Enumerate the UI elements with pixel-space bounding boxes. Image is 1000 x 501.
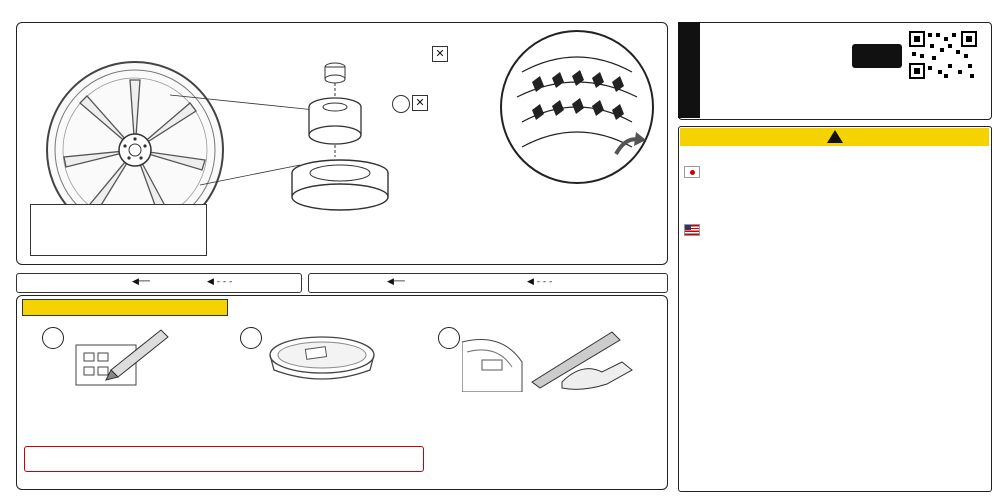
flag-jp [684, 166, 700, 178]
rotation-arrow-icon [612, 130, 648, 160]
legend-jp [16, 273, 302, 293]
legend-glue-arrow: ◀── [132, 277, 150, 287]
legend-glue-arrow: ◀── [387, 277, 405, 287]
caution-panel [678, 126, 992, 492]
step-number-1 [42, 327, 64, 349]
caution-header [680, 128, 989, 146]
step-number-2 [240, 327, 262, 349]
spray-warning-box [24, 446, 424, 472]
warning-icon [827, 130, 843, 143]
contact-side-label [678, 22, 700, 118]
flag-us [684, 224, 700, 236]
exploded-view-illustration [290, 45, 420, 215]
cut-decal-illustration [66, 325, 176, 390]
no-glue-icon: ✕ [412, 95, 428, 111]
apply-decal-illustration [462, 322, 652, 392]
legend-noglue-arrow: ◀ - - - [207, 277, 233, 287]
no-glue-icon: ✕ [432, 46, 448, 62]
legend-en [308, 273, 668, 293]
part-number-badge [392, 95, 410, 113]
qr-code[interactable] [908, 30, 978, 80]
water-dish-illustration [262, 330, 382, 390]
decal-heading [22, 299, 228, 316]
step-number-3 [438, 327, 460, 349]
qr-label [852, 44, 902, 68]
legend-noglue-arrow: ◀ - - - [527, 277, 553, 287]
tire-direction-callout [500, 30, 654, 184]
